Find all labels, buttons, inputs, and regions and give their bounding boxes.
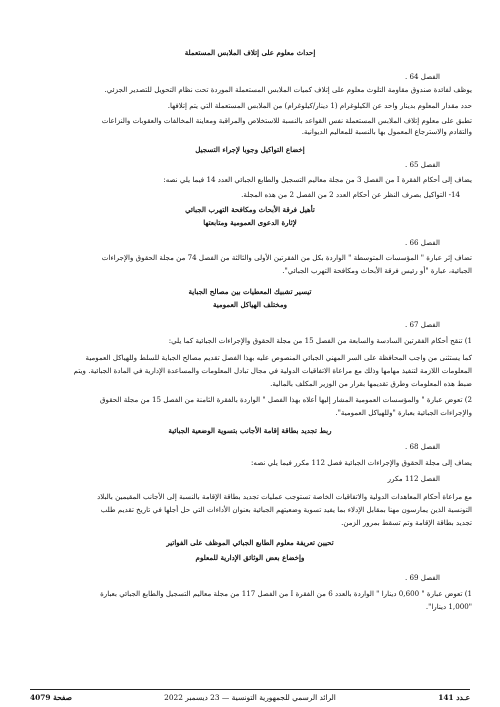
article-number: الفصل 66 . [404, 238, 440, 247]
page-number: صفحة 4079 [30, 693, 72, 702]
paragraph-line: كما يستثنى من واجب المحافظة على السر المهني الجبائي المنصوص عليه بهذا الفصل تقديم مصالح الجباية للسلط وللهياكل العمومية [85, 353, 472, 362]
paragraph-line: والتقادم والاسترجاع المعمول بها بالنسبة للمعاليم الديوانية. [301, 127, 472, 136]
article-number: الفصل 67 . [404, 320, 440, 329]
article-number: الفصل 68 . [404, 442, 440, 451]
paragraph-line: تطبق على معلوم إتلاف الملابس المستعملة نفس القواعد بالنسبة للاستخلاص والمراقبة ومعاينة المخالفات والعقوبات والنزاعات [101, 116, 472, 125]
paragraph-line: 2) تعوض عبارة " والمؤسسات العمومية المشار إليها أعلاه بهذا الفصل " الواردة بالفقرة الثامنة من الفصل 15 من مجلة الحقوق [100, 395, 472, 404]
paragraph-line: التونسية الذين يمارسون مهنا بمقابل الإدلاء بما يفيد تسوية وضعيتهم الجبائية بعنوان الأداءات التي حل أجلها في تاريخ تقديم طلب [100, 505, 472, 514]
paragraph: 14- التواكيل بصرف النظر عن أحكام العدد 2 من الفصل 2 من هذه المجلة. [241, 190, 460, 199]
footer-divider [30, 689, 470, 690]
paragraph-line: "1,000 دينارا". [425, 602, 472, 611]
section-heading: إحداث معلوم على إتلاف الملابس المستعملة [184, 48, 316, 57]
section-heading: تحيين تعريفة معلوم الطابع الجبائي الموظف على الفواتير [166, 538, 334, 547]
section-heading: لإثارة الدعوى العمومية ومتابعتها [203, 218, 297, 227]
paragraph-line: ضبط هذه المعلومات وطرق تقديمها بقرار من الوزير المكلف بالمالية. [270, 379, 472, 388]
paragraph: حدد مقدار المعلوم بدينار واحد عن الكيلوغرام (1 دينار/كيلوغرام) من الملابس المستعملة التي يتم إتلافها. [167, 101, 472, 110]
paragraph: الفصل 112 مكرر [387, 474, 440, 483]
section-heading: وإخضاع بعض الوثائق الإدارية للمعلوم [195, 553, 305, 562]
paragraph-line: المعلومات اللازمة لتنفيذ مهامها وذلك مع مراعاة الاتفاقيات الدولية في مجال تبادل المعلومات والمساعدة الإدارية في المادة الجبائية. ويتم [73, 366, 472, 375]
paragraph: 1) تنقح أحكام الفقرتين السادسة والسابعة من الفصل 15 من مجلة الحقوق والإجراءات الجبائية كما يلي: [168, 336, 472, 345]
paragraph-line: والإجراءات الجبائية بعبارة "وللهياكل العمومية". [335, 408, 472, 417]
paragraph: يوظف لفائدة صندوق مقاومة التلوث معلوم على إتلاف كميات الملابس المستعملة الموردة تحت نظام التحويل للتصدير الجزئي. [104, 85, 472, 94]
section-heading: ومختلف الهياكل العمومية [212, 300, 288, 309]
gazette-title: الرائد الرسمي للجمهورية التونسية — 23 ديسمبر 2022 [164, 693, 336, 702]
paragraph-line: تضاف إثر عبارة " المؤسسات المتوسطة " الواردة بكل من الفقرتين الأولى والثالثة من الفصل 74 من مجلة الحقوق والإجراءات [101, 253, 472, 262]
paragraph: يضاف إلى مجلة الحقوق والإجراءات الجبائية فصل 112 مكرر فيما يلي نصه: [251, 458, 472, 467]
section-heading: تيسير تشبيك المعطيات بين مصالح الجباية [188, 287, 312, 296]
paragraph-line: الجبائية، عبارة "أو رئيس فرقة الأبحاث ومكافحة التهرب الجبائي". [282, 266, 472, 275]
article-number: الفصل 69 . [404, 573, 440, 582]
article-number: الفصل 64 . [404, 72, 440, 81]
issue-number: عـدد 141 [438, 693, 470, 702]
section-heading: ربط تجديد بطاقة إقامة الأجانب بتسوية الوضعية الجبائية [168, 426, 332, 435]
paragraph-line: تجديد بطاقة الإقامة وتم تسقط بمرور الزمن. [341, 518, 472, 527]
paragraph-line: مع مراعاة أحكام المعاهدات الدولية والاتفاقيات الخاصة تستوجب عمليات تجديد بطاقة الإقامة بالنسبة إلى الأجانب المقيمين بالبلاد [97, 492, 472, 501]
paragraph-line: 1) تعوض عبارة " 0,600 دينارا " الواردة بالعدد 6 من الفقرة I من الفصل 117 من مجلة معاليم التسجيل والطابع الجبائي بعبارة [100, 589, 472, 598]
paragraph: يضاف إلى أحكام الفقرة I من الفصل 3 من مجلة معاليم التسجيل والطابع الجبائي العدد 14 فيما يلي نصه: [163, 175, 472, 184]
section-heading: إخضاع التواكيل وجوبا لإجراء التسجيل [195, 145, 305, 154]
section-heading: تأهيل فرقة الأبحاث ومكافحة التهرب الجبائي [185, 205, 315, 214]
article-number: الفصل 65 . [404, 160, 440, 169]
